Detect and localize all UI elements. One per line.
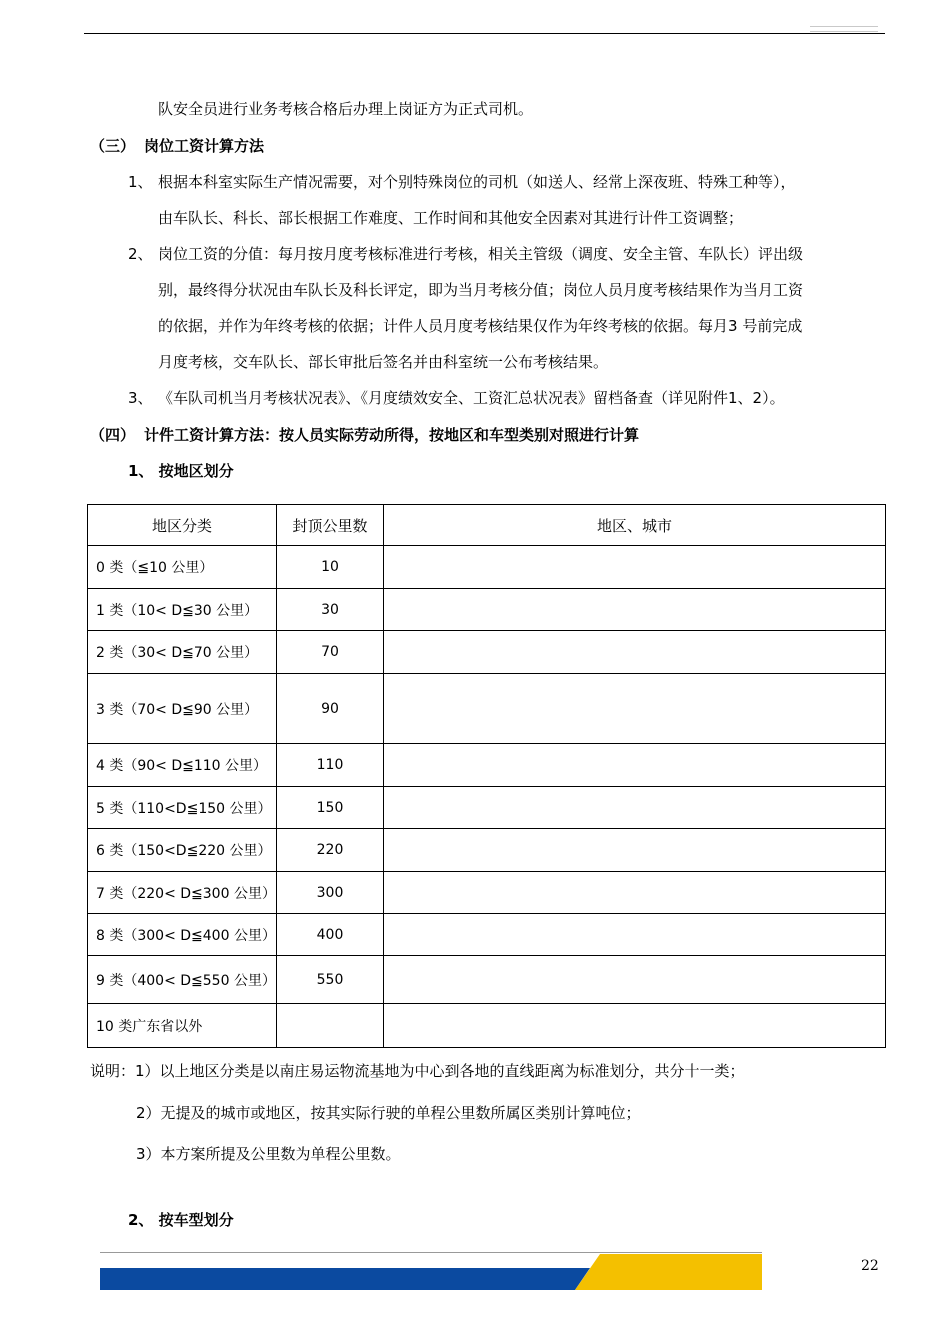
section-3-number: （三）: [90, 137, 136, 155]
table-row: [88, 956, 886, 1004]
item-1-number: 1、: [128, 173, 153, 191]
row-category: 5 类（110<D≦150 公里）: [88, 787, 277, 829]
item-2-number: 2、: [128, 245, 153, 263]
section-4-title: 计件工资计算方法：按人员实际劳动所得，按地区和车型类别对照进行计算: [144, 426, 640, 444]
paragraph-continuation: 队安全员进行业务考核合格后办理上岗证方为正式司机。: [158, 100, 534, 118]
row-cities: [384, 829, 886, 872]
table-row: [88, 631, 886, 674]
row-category: 9 类（400< D≦550 公里）: [88, 956, 277, 1004]
row-max-km: 300: [277, 872, 384, 914]
row-cities: [384, 744, 886, 787]
row-category: 2 类（30< D≦70 公里）: [88, 631, 277, 674]
header-rule: [84, 33, 885, 34]
item-2-line-1: 岗位工资的分值：每月按月度考核标准进行考核，相关主管级（调度、安全主管、车队长）评出级: [158, 245, 804, 263]
region-table: [87, 504, 886, 1048]
row-category: 4 类（90< D≦110 公里）: [88, 744, 277, 787]
header-max-km: 封顶公里数: [277, 505, 384, 546]
table-row: [88, 872, 886, 914]
table-row: [88, 829, 886, 872]
table-row: [88, 744, 886, 787]
row-max-km: 30: [277, 589, 384, 631]
item-3-number: 3、: [128, 389, 153, 407]
row-category: 8 类（300< D≦400 公里）: [88, 914, 277, 956]
row-cities: [384, 956, 886, 1004]
table-row: [88, 1004, 886, 1048]
row-max-km: 70: [277, 631, 384, 674]
row-max-km: 220: [277, 829, 384, 872]
row-category: 10 类广东省以外: [88, 1004, 277, 1048]
row-cities: [384, 872, 886, 914]
row-cities: [384, 674, 886, 744]
row-cities: [384, 589, 886, 631]
header-category: 地区分类: [88, 505, 277, 546]
subsection-vehicle-type: 2、 按车型划分: [128, 1211, 234, 1229]
row-category: 1 类（10< D≦30 公里）: [88, 589, 277, 631]
row-max-km: 10: [277, 546, 384, 589]
item-3-line-1: 《车队司机当月考核状况表》、《月度绩效安全、工资汇总状况表》留档备查（详见附件1、2）。: [158, 389, 785, 407]
item-2-line-3: 的依据，并作为年终考核的依据；计件人员月度考核结果仅作为年终考核的依据。每月3 号前完成: [158, 317, 803, 335]
footer-band-blue: [100, 1268, 590, 1290]
subsection-region: 1、 按地区划分: [128, 462, 234, 480]
section-4-number: （四）: [90, 426, 136, 444]
footer-band: [100, 1252, 762, 1292]
item-2-line-2: 别，最终得分状况由车队长及科长评定，即为当月考核分值；岗位人员月度考核结果作为当月工资: [158, 281, 804, 299]
row-cities: [384, 914, 886, 956]
note-1: 说明：1）以上地区分类是以南庄易运物流基地为中心到各地的直线距离为标准划分，共分十一类；: [90, 1062, 745, 1080]
note-2: 2）无提及的城市或地区，按其实际行驶的单程公里数所属区类别计算吨位；: [136, 1104, 641, 1122]
header-mark: [810, 26, 878, 32]
item-1-line-1: 根据本科室实际生产情况需要，对个别特殊岗位的司机（如送人、经常上深夜班、特殊工种等），: [158, 173, 796, 191]
row-max-km: 550: [277, 956, 384, 1004]
item-2-line-4: 月度考核，交车队长、部长审批后签名并由科室统一公布考核结果。: [158, 353, 609, 371]
row-max-km: [277, 1004, 384, 1048]
row-category: 6 类（150<D≦220 公里）: [88, 829, 277, 872]
table-row: [88, 546, 886, 589]
item-1-line-2: 由车队长、科长、部长根据工作难度、工作时间和其他安全因素对其进行计件工资调整；: [158, 209, 744, 227]
table-row: [88, 589, 886, 631]
row-max-km: 90: [277, 674, 384, 744]
row-max-km: 400: [277, 914, 384, 956]
row-category: 3 类（70< D≦90 公里）: [88, 674, 277, 744]
row-cities: [384, 546, 886, 589]
table-row: [88, 787, 886, 829]
row-category: 7 类（220< D≦300 公里）: [88, 872, 277, 914]
row-max-km: 110: [277, 744, 384, 787]
header-cities: 地区、城市: [384, 505, 886, 546]
note-3: 3）本方案所提及公里数为单程公里数。: [136, 1145, 401, 1163]
row-category: 0 类（≦10 公里）: [88, 546, 277, 589]
page-number: 22: [861, 1258, 879, 1274]
row-cities: [384, 631, 886, 674]
table-header-row: [88, 505, 886, 546]
section-3-title: 岗位工资计算方法: [144, 137, 265, 155]
table-row: [88, 674, 886, 744]
footer-band-yellow: [575, 1254, 762, 1290]
row-cities: [384, 1004, 886, 1048]
row-cities: [384, 787, 886, 829]
table-row: [88, 914, 886, 956]
row-max-km: 150: [277, 787, 384, 829]
